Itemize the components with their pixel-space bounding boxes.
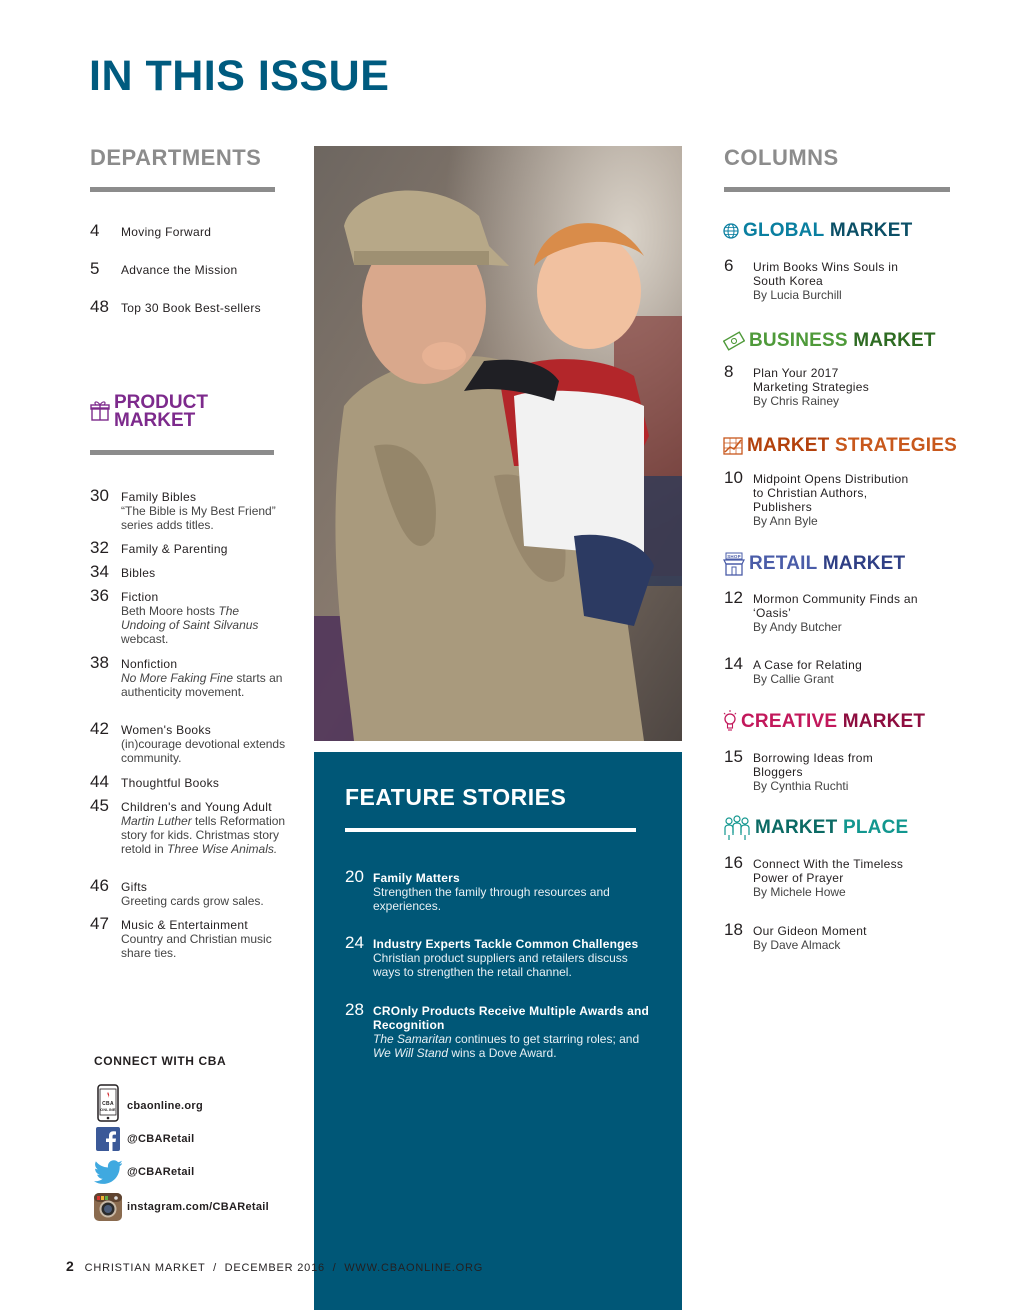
entry-desc: The Samaritan continues to get starring roles; and We Will Stand wins a Dove Award. (373, 1032, 640, 1060)
entry-title: Plan Your 2017 Marketing Strategies (753, 366, 870, 394)
money-icon (723, 331, 745, 351)
page-number: 34 (90, 562, 109, 581)
lightbulb-icon (723, 710, 737, 734)
toc-entry[interactable] (90, 563, 286, 580)
toc-entry[interactable] (345, 934, 658, 979)
market-place-word1: MARKET (755, 817, 838, 838)
toc-entry[interactable] (90, 222, 286, 239)
entry-desc: Christian product suppliers and retailers discuss ways to strengthen the retail channel. (373, 951, 628, 979)
page-number: 4 (90, 221, 100, 240)
market-strategies-logo (723, 435, 957, 457)
entry-byline: By Callie Grant (753, 672, 834, 686)
toc-entry[interactable] (724, 854, 918, 899)
website-text: cbaonline.org (127, 1100, 204, 1112)
twitter-icon (94, 1160, 122, 1184)
page-number: 28 (345, 1000, 364, 1019)
entry-byline: By Michele Howe (753, 885, 846, 899)
entry-desc: Beth Moore hosts The Undoing of Saint Silvanus webcast. (121, 604, 259, 646)
entry-desc: Greeting cards grow sales. (121, 894, 264, 908)
page-number: 42 (90, 719, 109, 738)
product-market-logo (90, 394, 208, 430)
product-market-line1: PRODUCT (114, 392, 208, 413)
entry-title: Music & Entertainment (121, 918, 249, 932)
page-number: 46 (90, 876, 109, 895)
shop-icon (723, 552, 745, 576)
creative-market-logo (723, 710, 925, 734)
feature-stories-heading: FEATURE STORIES (345, 784, 567, 810)
twitter-text: @CBARetail (127, 1166, 195, 1178)
page-number: 16 (724, 853, 743, 872)
creative-market-word1: CREATIVE (741, 711, 838, 732)
entry-byline: By Lucia Burchill (753, 288, 842, 302)
shop-sign-text: SHOP (727, 554, 741, 559)
page-number: 44 (90, 772, 109, 791)
toc-entry[interactable] (90, 298, 286, 315)
phone-logo-text: CBA (102, 1101, 114, 1107)
toc-entry[interactable] (90, 797, 296, 856)
facebook-icon (96, 1127, 120, 1151)
entry-title: Borrowing Ideas from Bloggers (753, 751, 874, 779)
entry-title: Mormon Community Finds an ‘Oasis’ (753, 592, 918, 620)
toc-entry[interactable] (345, 1001, 653, 1060)
global-market-logo (723, 220, 912, 242)
page-number: 8 (724, 362, 734, 381)
creative-market-word2: MARKET (842, 711, 926, 732)
toc-entry[interactable] (724, 363, 893, 408)
instagram-link[interactable] (94, 1193, 269, 1221)
business-market-word1: BUSINESS (749, 330, 848, 351)
departments-heading: DEPARTMENTS (90, 145, 262, 170)
page-number: 14 (724, 654, 743, 673)
market-place-word2: PLACE (842, 817, 909, 838)
columns-heading: COLUMNS (724, 145, 839, 170)
entry-byline: By Dave Almack (753, 938, 841, 952)
retail-market-word2: MARKET (822, 553, 906, 574)
business-market-word2: MARKET (853, 330, 936, 351)
website-link[interactable] (94, 1084, 203, 1122)
retail-market-word1: RETAIL (749, 553, 818, 574)
entry-title: Fiction (121, 590, 159, 604)
page-number: 48 (90, 297, 109, 316)
entry-title: Connect With the Timeless Power of Prayer (753, 857, 904, 885)
entry-title: Family Matters (373, 871, 460, 885)
page-number: 47 (90, 914, 109, 933)
entry-byline: By Ann Byle (753, 514, 818, 528)
entry-byline: By Andy Butcher (753, 620, 842, 634)
toc-entry[interactable] (90, 877, 286, 908)
page-number: 30 (90, 486, 109, 505)
product-market-line2: MARKET (114, 410, 196, 431)
entry-byline: By Chris Rainey (753, 394, 840, 408)
entry-desc: “The Bible is My Best Friend” series adds titles. (121, 504, 276, 532)
market-strategies-word1: MARKET (747, 435, 830, 456)
page-number: 36 (90, 586, 109, 605)
instagram-icon (94, 1193, 122, 1221)
entry-desc: Strengthen the family through resources and experiences. (373, 885, 610, 913)
market-strategies-word2: STRATEGIES (834, 435, 957, 456)
toc-entry[interactable] (724, 921, 918, 952)
global-market-word2: MARKET (829, 220, 913, 241)
entry-desc: Martin Luther tells Reformation story for kids. Christmas story retold in Three Wise Animals. (121, 814, 286, 856)
toc-entry[interactable] (724, 655, 918, 686)
business-market-logo (723, 330, 936, 352)
toc-entry[interactable] (90, 587, 286, 646)
toc-entry[interactable] (90, 487, 286, 532)
entry-title: A Case for Relating (753, 658, 863, 672)
toc-entry[interactable] (724, 257, 903, 302)
entry-title: Women's Books (121, 723, 212, 737)
entry-title: Urim Books Wins Souls in South Korea (753, 260, 899, 288)
page-number: 45 (90, 796, 109, 815)
page-number: 2 (66, 1258, 75, 1274)
soldier-child-photo (314, 146, 682, 741)
entry-title: CROnly Products Receive Multiple Awards and Recognition (373, 1004, 649, 1032)
toc-entry[interactable] (90, 539, 286, 556)
gift-icon (90, 399, 110, 421)
toc-entry[interactable] (90, 915, 286, 960)
footer-text: CHRISTIAN MARKET / DECEMBER 2016 / WWW.CBAONLINE.ORG (84, 1262, 484, 1274)
globe-icon (723, 223, 739, 239)
feature-stories-rule (345, 828, 636, 832)
connect-heading: CONNECT WITH CBA (94, 1054, 227, 1068)
entry-title: Children's and Young Adult (121, 800, 272, 814)
twitter-link[interactable] (94, 1160, 195, 1184)
retail-market-logo (723, 552, 905, 576)
page-number: 20 (345, 867, 364, 886)
page-number: 15 (724, 747, 743, 766)
entry-title: Top 30 Book Best-sellers (121, 301, 261, 315)
entry-desc: Country and Christian music share ties. (121, 932, 272, 960)
entry-title: Our Gideon Moment (753, 924, 867, 938)
page-footer (66, 1258, 483, 1274)
entry-title: Family & Parenting (121, 542, 228, 556)
entry-title: Thoughtful Books (121, 776, 220, 790)
toc-entry[interactable] (345, 868, 618, 913)
entry-title: Family Bibles (121, 490, 197, 504)
entry-title: Midpoint Opens Distribution to Christian Authors, Publishers (753, 472, 909, 514)
global-market-word1: GLOBAL (743, 220, 825, 241)
columns-rule (724, 187, 950, 192)
toc-entry[interactable] (90, 260, 286, 277)
instagram-text: instagram.com/CBARetail (127, 1201, 269, 1213)
page-number: 32 (90, 538, 109, 557)
toc-entry[interactable] (90, 720, 286, 765)
phone-logo-subtext: ONLINE (100, 1108, 116, 1112)
entry-title: Advance the Mission (121, 263, 238, 277)
people-icon (723, 815, 751, 841)
page-number: 5 (90, 259, 100, 278)
page-number: 24 (345, 933, 364, 952)
toc-entry[interactable] (724, 748, 893, 793)
market-place-logo (723, 815, 908, 841)
page-number: 18 (724, 920, 743, 939)
toc-entry[interactable] (90, 773, 286, 790)
entry-title: Moving Forward (121, 225, 212, 239)
chart-icon (723, 437, 743, 455)
entry-title: Industry Experts Tackle Common Challenges (373, 937, 639, 951)
facebook-text: @CBARetail (127, 1133, 195, 1145)
toc-entry[interactable] (724, 589, 918, 634)
product-market-rule (90, 450, 274, 455)
page-number: 38 (90, 653, 109, 672)
page-title: IN THIS ISSUE (89, 52, 390, 100)
entry-desc: (in)courage devotional extends community. (121, 737, 286, 765)
page-number: 10 (724, 468, 743, 487)
toc-entry[interactable] (90, 654, 286, 699)
departments-rule (90, 187, 275, 192)
phone-icon (97, 1084, 119, 1122)
page-number: 12 (724, 588, 743, 607)
entry-desc: No More Faking Fine starts an authenticity movement. (121, 671, 283, 699)
facebook-link[interactable] (94, 1127, 195, 1151)
entry-title: Gifts (121, 880, 148, 894)
page-number: 6 (724, 256, 734, 275)
entry-title: Bibles (121, 566, 156, 580)
toc-entry[interactable] (724, 469, 913, 528)
entry-byline: By Cynthia Ruchti (753, 779, 849, 793)
entry-title: Nonfiction (121, 657, 178, 671)
